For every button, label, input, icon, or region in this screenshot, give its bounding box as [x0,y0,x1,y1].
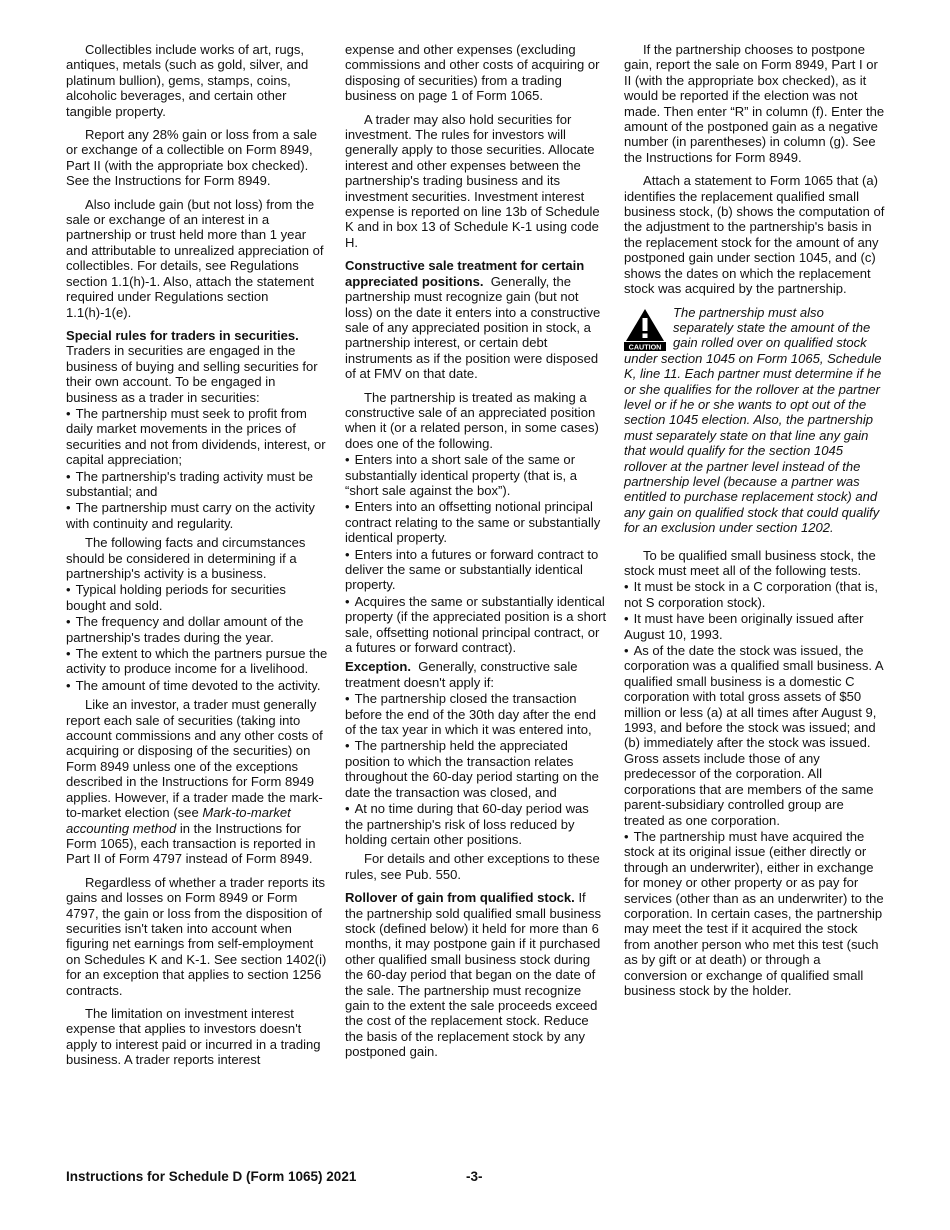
details-paragraph: For details and other exceptions to these rules, see Pub. 550. [345,851,600,882]
list-item: • Acquires the same or substantially identical property (if the appreciated position is a short sale, offsetting notional principal contract, or a futures or forward contract). [345,594,607,656]
traders-intro: Traders in securities are engaged in the business of buying and selling securities for their own account. To be engaged in business as a trader in securities: [66,343,318,405]
attach-statement-paragraph: Attach a statement to Form 1065 that (a) identifies the replacement qualified small business stock, (b) shows the computation of the adjustment to the partnership's basis in the replacement stock for the amount of any postponed gain under section 1045, and (c) shows the dates on which the replacement stock was acquired by the partnership. [624,173,885,297]
constructive-sale-paragraph [345,258,607,381]
footer-title: Instructions for Schedule D (Form 1065) 2021 [66,1169,357,1184]
exception-paragraph [345,659,607,690]
investor-text-b: in the Instructions for Form 1065), each transaction is reported in Part II of Form 4797 instead of Form 8949. [66,820,316,867]
list-item: • Enters into an offsetting notional principal contract relating to the same or substantially identical property. [345,499,607,545]
limitation-paragraph: The limitation on investment interest expense that applies to investors doesn't apply to interest paid or incurred in a trading business. A trader reports interest [66,1005,321,1068]
list-item: • The partnership held the appreciated position to which the transaction relates throughout the 60-day period starting on the date the transaction was closed, and [345,738,607,800]
postpone-paragraph: If the partnership chooses to postpone gain, report the sale on Form 8949, Part I or II (with the appropriate box checked), as it would be reported if the election was not made. Then enter “R” in column (f). Enter the amount of the postponed gain as a negative number (in parentheses) in column (g). See the Instructions for Form 8949. [624,42,885,165]
list-item: • The partnership must have acquired the stock at its original issue (either directly or through an underwriter), either in exchange for money or other property or as pay for services (other than as an underwriter) to the corporation. In certain cases, the partnership may meet the test if it acquired the stock from another person who met this test (such as by gift or at death) or through a conversion or exchange of qualified small business stock by the holder. [624,829,886,998]
list-item: • Typical holding periods for securities bought and sold. [66,582,328,613]
page-number: -3- [466,1169,483,1184]
report-28-percent-paragraph: Report any 28% gain or loss from a sale or exchange of a collectible on Form 8949, Part II (with the appropriate box checked). See the Instructions for Form 8949. [66,127,318,189]
caution-note [624,305,886,536]
list-item: • At no time during that 60-day period was the partnership's risk of loss reduced by holding certain other positions. [345,801,607,847]
list-item: • It must be stock in a C corporation (that is, not S corporation stock). [624,579,886,610]
treated-paragraph: The partnership is treated as making a constructive sale of an appreciated position when it (or a related person, in some cases) does one of the following. [345,389,599,451]
list-item: • The partnership closed the transaction before the end of the 30th day after the end of the tax year in which it was entered into, [345,691,607,737]
list-item: • The partnership must carry on the activity with continuity and regularity. [66,500,328,531]
exception-heading: Exception. [345,659,411,675]
column-3 [624,42,886,999]
rollover-heading: Rollover of gain from qualified stock. [345,890,575,906]
list-item: • The amount of time devoted to the activity. [66,678,328,693]
constructive-sale-heading: Constructive sale treatment for certain appreciated positions. [345,258,585,289]
caution-text: The partnership must also separately state the amount of the gain rolled over on qualified stock under section 1045 on Form 1065, Schedule K, line 11. Each partner must determine if he or she qualifies for the rollover at the partner level or if he or she wants to opt out of the section 1045 election. Also, the partnership must separately state on that line any gain that would qualify for the section 1045 rollover at the partner level instead of the partnership level (because a partner was entitled to purchase replacement stock) and any gain on qualified stock that could qualify for an exclusion under section 1202. [624,304,882,536]
facts-intro: The following facts and circumstances should be considered in determining if a partnership's activity is a business. [66,535,306,581]
list-item: • The frequency and dollar amount of the partnership's trades during the year. [66,614,328,645]
constructive-sale-text: Generally, the partnership must recognize gain (but not loss) on the date it enters into a constructive sale of any appreciated position in stock, a partnership interest, or certain debt instruments as if the position were disposed of at FMV on that date. [345,273,601,382]
caution-label: CAUTION [628,341,662,351]
list-item: • The extent to which the partners pursue the activity to produce income for a livelihood. [66,646,328,677]
investor-text-a: Like an investor, a trader must generally report each sale of securities (taking into account commissions and any other costs of acquiring or disposing of the securities) on Form 8949 unless one of the exceptions described in the Instructions for Form 8949 applies. However, if a trader made the mark-to-market election (see [66,697,323,821]
rollover-text: If the partnership sold qualified small business stock (defined below) it held for more than 6 months, it may postpone gain if it purchased other qualified small business stock during the 60-day period that began on the date of the sale. The partnership must recognize gain to the extent the sale proceeds exceed the cost of the replacement stock. Reduce the basis of the replacement stock by any postponed gain. [345,890,602,1060]
mark-to-market-reference: Mark-to-market accounting method [66,805,291,836]
column-2 [345,42,607,1068]
traders-paragraph [66,328,328,405]
caution-warning-icon [624,307,666,351]
hold-securities-paragraph: A trader may also hold securities for investment. The rules for investors will generally apply to those securities. Allocate interest and other expenses between the partnership's trading business and its investment securities. Investment interest expense is reported on line 13b of Schedule K and in box 13 of Schedule K-1 using code H. [345,111,600,250]
continued-paragraph: expense and other expenses (excluding commissions and other costs of acquiring or disposing of securities) from a trading business on page 1 of Form 1065. [345,42,600,104]
list-item: • The partnership's trading activity must be substantial; and [66,469,328,500]
traders-heading: Special rules for traders in securities. [66,327,299,343]
collectibles-paragraph: Collectibles include works of art, rugs, antiques, metals (such as gold, silver, and platinum bullion), gems, stamps, coins, alcoholic beverages, and certain other tangible property. [66,42,309,119]
list-item: • Enters into a futures or forward contract to deliver the same or substantially identical property. [345,547,607,593]
exception-text: Generally, constructive sale treatment doesn't apply if: [345,659,578,690]
rollover-paragraph [345,890,607,1059]
list-item: • As of the date the stock was issued, the corporation was a qualified small business. A qualified small business is a domestic C corporation with total gross assets of $50 million or less (a) at all times after August 9, 1993, and before the stock was issued; and (b) immediately after the stock was issued. Gross assets include those of any predecessor of the corporation. All corporations that are members of the same parent-subsidiary controlled group are treated as one corporation. [624,643,886,828]
column-1 [66,42,328,1076]
partnership-interest-paragraph: Also include gain (but not loss) from the sale or exchange of an interest in a partnership or trust held more than 1 year and attributable to unrealized appreciation of collectibles. For details, see Regulations section 1.1(h)-1. Also, attach the statement required under Regulations section 1.1(h)-1(e). [66,196,324,320]
regardless-paragraph: Regardless of whether a trader reports its gains and losses on Form 8949 or Form 4797, the gain or loss from the disposition of securities isn't taken into account when figuring net earnings from self-employment on Schedules K and K-1. See section 1402(i) for an exception that applies to section 1256 contracts. [66,874,327,998]
qualified-stock-intro: To be qualified small business stock, the stock must meet all of the following tests. [624,547,876,578]
list-item: • It must have been originally issued after August 10, 1993. [624,611,886,642]
list-item: • Enters into a short sale of the same or substantially identical property (that is, a “short sale against the box”). [345,452,607,498]
investor-paragraph [66,697,328,866]
list-item: • The partnership must seek to profit from daily market movements in the prices of securities and not from dividends, interest, or capital appreciation; [66,406,328,468]
